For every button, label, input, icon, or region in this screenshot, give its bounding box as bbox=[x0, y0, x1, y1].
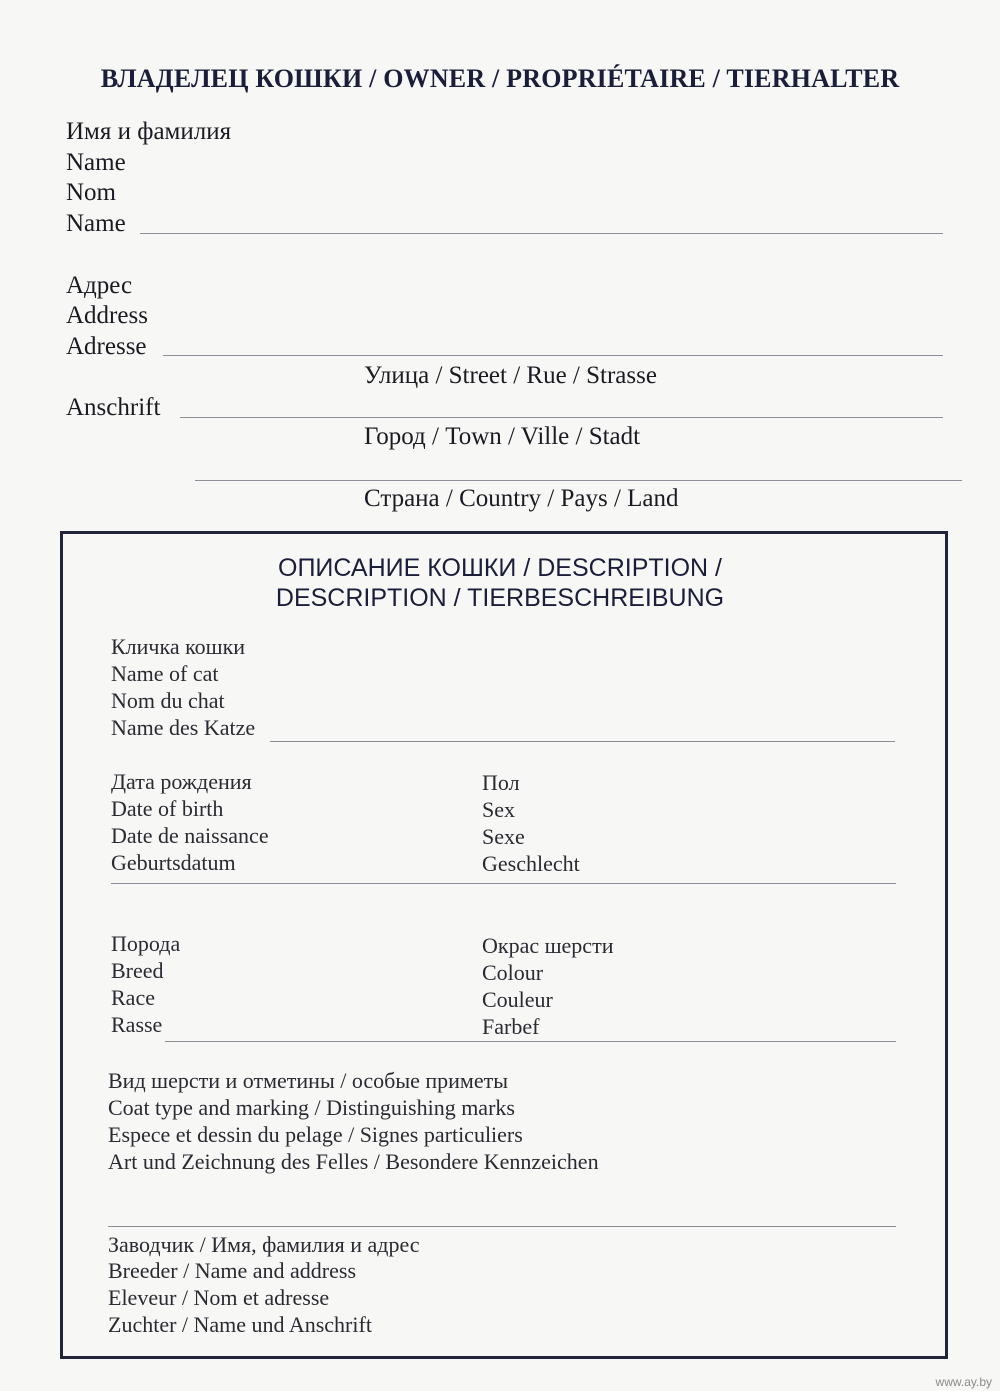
owner-address-label-en: Address bbox=[66, 302, 148, 329]
coat-marks-line[interactable] bbox=[108, 1226, 896, 1227]
cat-name-label-de: Name des Katze bbox=[111, 715, 256, 740]
sex-label-en: Sex bbox=[482, 797, 515, 822]
country-caption: Страна / Country / Pays / Land bbox=[364, 485, 679, 512]
owner-country-line[interactable] bbox=[195, 480, 962, 481]
birth-label-ru: Дата рождения bbox=[111, 769, 252, 794]
breeder-label-de: Zuchter / Name und Anschrift bbox=[108, 1312, 372, 1337]
owner-town-line[interactable] bbox=[180, 417, 943, 418]
cat-name-label-fr: Nom du chat bbox=[111, 688, 225, 713]
breed-label-en: Breed bbox=[111, 958, 164, 983]
owner-address-label-ru: Адрес bbox=[66, 272, 133, 299]
birth-label-de: Geburtsdatum bbox=[111, 850, 236, 875]
owner-anschrift-label: Anschrift bbox=[66, 394, 161, 421]
cat-name-line[interactable] bbox=[270, 741, 895, 742]
owner-name-label-fr: Nom bbox=[66, 179, 116, 206]
colour-label-de: Farbef bbox=[482, 1014, 540, 1039]
colour-label-en: Colour bbox=[482, 960, 544, 985]
owner-name-line[interactable] bbox=[140, 233, 943, 234]
owner-street-line[interactable] bbox=[163, 355, 943, 356]
breed-label-fr: Race bbox=[111, 985, 155, 1010]
owner-name-label-ru: Имя и фамилия bbox=[66, 118, 232, 145]
breed-label-de: Rasse bbox=[111, 1012, 163, 1037]
birth-sex-line[interactable] bbox=[111, 883, 896, 884]
coat-label-en: Coat type and marking / Distinguishing marks bbox=[108, 1095, 515, 1120]
colour-label-ru: Окрас шерсти bbox=[482, 933, 614, 958]
breed-colour-line[interactable] bbox=[165, 1041, 896, 1042]
description-title-line1: ОПИСАНИЕ КОШКИ / DESCRIPTION / bbox=[278, 554, 722, 582]
owner-section-title: ВЛАДЕЛЕЦ КОШКИ / OWNER / PROPRIÉTAIRE / TIERHALTER bbox=[100, 64, 900, 93]
town-caption: Город / Town / Ville / Stadt bbox=[364, 423, 641, 450]
owner-address-label-fr: Adresse bbox=[66, 333, 147, 360]
owner-name-label-de: Name bbox=[66, 210, 126, 237]
sex-label-fr: Sexe bbox=[482, 824, 525, 849]
birth-label-fr: Date de naissance bbox=[111, 823, 269, 848]
breed-label-ru: Порода bbox=[111, 931, 181, 956]
breeder-label-ru: Заводчик / Имя, фамилия и адрес bbox=[108, 1232, 420, 1257]
breeder-label-en: Breeder / Name and address bbox=[108, 1258, 357, 1283]
colour-label-fr: Couleur bbox=[482, 987, 553, 1012]
owner-name-label-en: Name bbox=[66, 149, 126, 176]
watermark: www.ay.by bbox=[935, 1375, 992, 1389]
cat-name-label-en: Name of cat bbox=[111, 661, 219, 686]
breeder-label-fr: Eleveur / Nom et adresse bbox=[108, 1285, 330, 1310]
coat-label-de: Art und Zeichnung des Felles / Besondere Kennzeichen bbox=[108, 1149, 599, 1174]
coat-label-ru: Вид шерсти и отметины / особые приметы bbox=[108, 1068, 509, 1093]
sex-label-ru: Пол bbox=[482, 770, 520, 795]
description-title-line2: DESCRIPTION / TIERBESCHREIBUNG bbox=[275, 584, 725, 612]
birth-label-en: Date of birth bbox=[111, 796, 224, 821]
coat-label-fr: Espece et dessin du pelage / Signes particuliers bbox=[108, 1122, 523, 1147]
sex-label-de: Geschlecht bbox=[482, 851, 580, 876]
street-caption: Улица / Street / Rue / Strasse bbox=[364, 362, 657, 389]
cat-name-label-ru: Кличка кошки bbox=[111, 634, 246, 659]
